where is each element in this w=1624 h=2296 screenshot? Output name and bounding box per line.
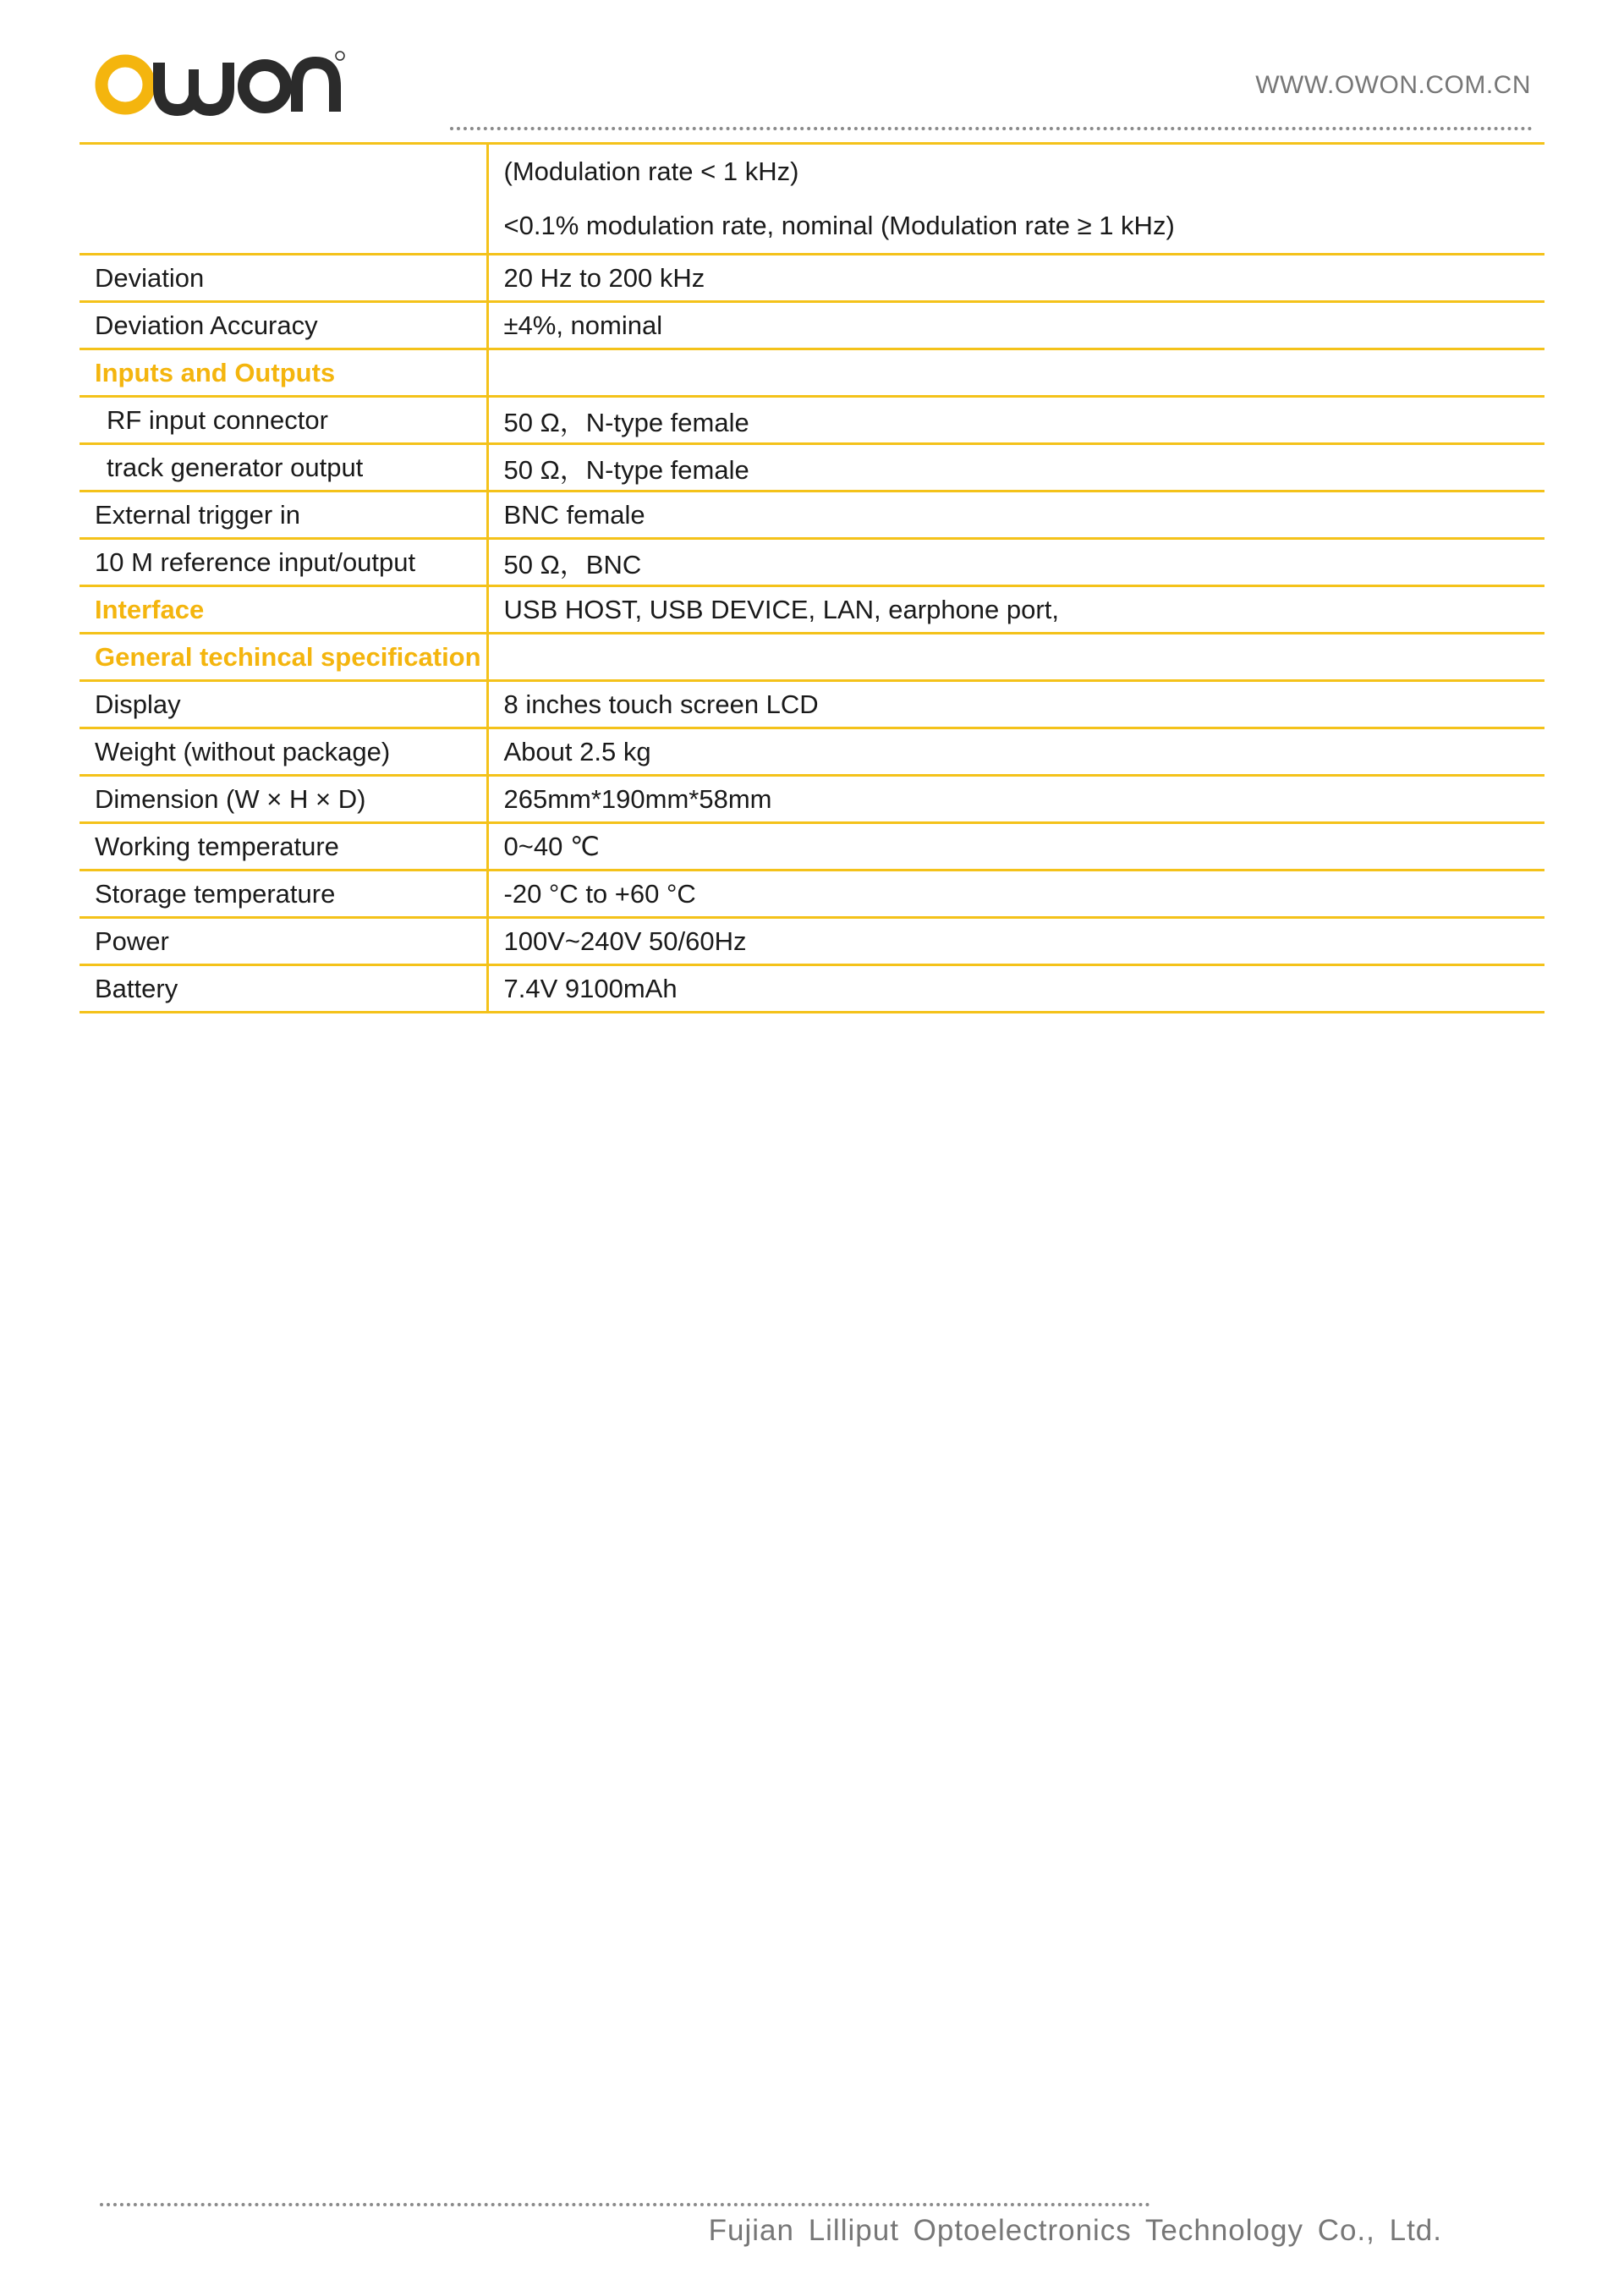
table-row [80, 397, 1544, 444]
company-name: Fujian Lilliput Optoelectronics Technology Co., Ltd. [708, 2214, 1442, 2247]
table-row [80, 492, 1544, 539]
spec-label: Storage temperature [80, 871, 487, 918]
spec-label: Working temperature [80, 823, 487, 871]
spec-label: External trigger in [80, 492, 487, 539]
spec-value: 8 inches touch screen LCD [487, 681, 1544, 728]
owon-logo [91, 44, 345, 120]
spec-value: 50 Ω，N-type female [487, 444, 1544, 492]
spec-value-line: <0.1% modulation rate, nominal (Modulation rate ≥ 1 kHz) [503, 211, 1175, 240]
table-row [80, 871, 1544, 918]
spec-label: Dimension (W × H × D) [80, 776, 487, 823]
spec-value [487, 144, 1544, 255]
table-row [80, 255, 1544, 302]
section-title: Interface [80, 586, 487, 634]
table-row [80, 539, 1544, 586]
table-row [80, 918, 1544, 965]
spec-label: Power [80, 918, 487, 965]
table-row [80, 681, 1544, 728]
spec-value: -20 °C to +60 °C [487, 871, 1544, 918]
spec-value [487, 349, 1544, 397]
table-row [80, 776, 1544, 823]
spec-label: Display [80, 681, 487, 728]
section-title: Inputs and Outputs [80, 349, 487, 397]
spec-value-line: (Modulation rate < 1 kHz) [503, 157, 799, 186]
spec-label: Battery [80, 965, 487, 1013]
section-title: General techincal specification [80, 634, 487, 681]
spec-value: 7.4V 9100mAh [487, 965, 1544, 1013]
table-row [80, 302, 1544, 349]
spec-value: 50 Ω，BNC [487, 539, 1544, 586]
spec-value [487, 634, 1544, 681]
spec-label: Deviation [80, 255, 487, 302]
spec-label: Deviation Accuracy [80, 302, 487, 349]
spec-label: RF input connector [80, 397, 487, 444]
spec-value: ±4%, nominal [487, 302, 1544, 349]
spec-value: 100V~240V 50/60Hz [487, 918, 1544, 965]
table-row [80, 728, 1544, 776]
section-header-row [80, 634, 1544, 681]
specification-table [80, 142, 1544, 1013]
spec-value: BNC female [487, 492, 1544, 539]
header-dotted-divider [450, 127, 1533, 130]
section-header-row [80, 586, 1544, 634]
spec-value: USB HOST, USB DEVICE, LAN, earphone port, [487, 586, 1544, 634]
spec-value: 265mm*190mm*58mm [487, 776, 1544, 823]
footer-dotted-divider [100, 2203, 1150, 2206]
section-header-row [80, 349, 1544, 397]
website-url: WWW.OWON.COM.CN [1255, 71, 1531, 99]
spec-value: 0~40 ℃ [487, 823, 1544, 871]
spec-label: 10 M reference input/output [80, 539, 487, 586]
spec-label [80, 144, 487, 255]
spec-label: Weight (without package) [80, 728, 487, 776]
table-row [80, 823, 1544, 871]
table-row [80, 444, 1544, 492]
spec-label: track generator output [80, 444, 487, 492]
spec-value: About 2.5 kg [487, 728, 1544, 776]
table-row [80, 144, 1544, 255]
spec-value: 50 Ω，N-type female [487, 397, 1544, 444]
spec-value: 20 Hz to 200 kHz [487, 255, 1544, 302]
table-row [80, 965, 1544, 1013]
